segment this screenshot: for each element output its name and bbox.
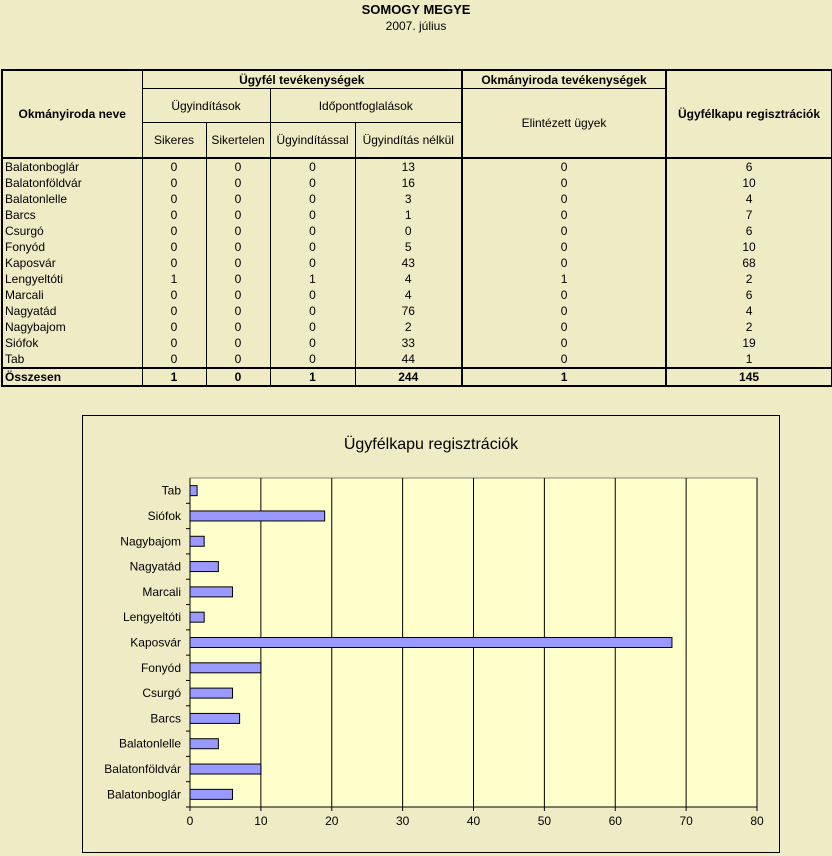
ugyfelkapu-cell: 6 xyxy=(666,287,832,303)
office-name-cell: Csurgó xyxy=(2,223,142,239)
ugyinditassal-cell: 0 xyxy=(270,255,355,271)
table-row xyxy=(2,287,832,303)
total-nelkul-cell: 244 xyxy=(355,368,462,386)
category-label: Tab xyxy=(161,483,181,498)
category-label: Balatonföldvár xyxy=(104,762,181,777)
nelkul-cell: 4 xyxy=(355,271,462,287)
sikeres-cell: 0 xyxy=(142,255,206,271)
ugyfelkapu-cell: 19 xyxy=(666,335,832,351)
header-successful: Sikeres xyxy=(142,123,206,159)
statistics-table xyxy=(1,69,832,387)
elintezett-cell: 0 xyxy=(462,335,666,351)
bar xyxy=(190,587,233,597)
sikertelen-cell: 0 xyxy=(206,303,270,319)
ugyfelkapu-cell: 2 xyxy=(666,271,832,287)
header-appointments: Időpontfoglalások xyxy=(270,89,462,123)
elintezett-cell: 0 xyxy=(462,287,666,303)
sikeres-cell: 0 xyxy=(142,335,206,351)
sikeres-cell: 0 xyxy=(142,223,206,239)
sikertelen-cell: 0 xyxy=(206,191,270,207)
category-label: Fonyód xyxy=(140,660,181,675)
header-office-name: Okmányiroda neve xyxy=(2,70,142,158)
table-row xyxy=(2,158,832,175)
category-label: Balatonlelle xyxy=(118,736,181,751)
ugyinditassal-cell: 0 xyxy=(270,191,355,207)
bar-chart xyxy=(83,416,781,854)
bar xyxy=(190,739,218,749)
header-completed: Elintézett ügyek xyxy=(462,89,666,159)
sikertelen-cell: 0 xyxy=(206,223,270,239)
office-name-cell: Nagyatád xyxy=(2,303,142,319)
ugyinditassal-cell: 0 xyxy=(270,207,355,223)
nelkul-cell: 3 xyxy=(355,191,462,207)
office-name-cell: Lengyeltóti xyxy=(2,271,142,287)
bar xyxy=(190,511,325,521)
ugyfelkapu-cell: 10 xyxy=(666,175,832,191)
bar xyxy=(190,562,218,572)
sikeres-cell: 0 xyxy=(142,158,206,175)
sikertelen-cell: 0 xyxy=(206,351,270,368)
nelkul-cell: 43 xyxy=(355,255,462,271)
office-name-cell: Balatonlelle xyxy=(2,191,142,207)
sikertelen-cell: 0 xyxy=(206,271,270,287)
table-row xyxy=(2,351,832,368)
category-label: Marcali xyxy=(142,584,181,599)
sikeres-cell: 0 xyxy=(142,303,206,319)
category-label: Csurgó xyxy=(142,686,181,701)
bar xyxy=(190,713,240,723)
x-tick-label: 80 xyxy=(750,814,764,828)
elintezett-cell: 0 xyxy=(462,191,666,207)
header-case-starts: Ügyindítások xyxy=(142,89,270,123)
ugyfelkapu-cell: 7 xyxy=(666,207,832,223)
ugyinditassal-cell: 0 xyxy=(270,175,355,191)
office-name-cell: Balatonföldvár xyxy=(2,175,142,191)
ugyfelkapu-cell: 10 xyxy=(666,239,832,255)
header-office-activities: Okmányiroda tevékenységek xyxy=(462,70,666,89)
table-row xyxy=(2,191,832,207)
nelkul-cell: 44 xyxy=(355,351,462,368)
table-row xyxy=(2,175,832,191)
office-name-cell: Siófok xyxy=(2,335,142,351)
category-label: Barcs xyxy=(150,711,181,726)
category-label: Lengyeltóti xyxy=(122,610,181,625)
x-tick-label: 10 xyxy=(254,814,268,828)
sikeres-cell: 0 xyxy=(142,239,206,255)
ugyfelkapu-cell: 68 xyxy=(666,255,832,271)
table-row xyxy=(2,255,832,271)
bar xyxy=(190,612,204,622)
sikeres-cell: 0 xyxy=(142,319,206,335)
nelkul-cell: 4 xyxy=(355,287,462,303)
ugyinditassal-cell: 0 xyxy=(270,239,355,255)
sikertelen-cell: 0 xyxy=(206,239,270,255)
sikeres-cell: 0 xyxy=(142,191,206,207)
ugyfelkapu-cell: 6 xyxy=(666,158,832,175)
chart-panel xyxy=(82,415,780,853)
table-row xyxy=(2,303,832,319)
nelkul-cell: 1 xyxy=(355,207,462,223)
ugyfelkapu-cell: 2 xyxy=(666,319,832,335)
header-unsuccessful: Sikertelen xyxy=(206,123,270,159)
elintezett-cell: 0 xyxy=(462,303,666,319)
sikertelen-cell: 0 xyxy=(206,255,270,271)
total-sikeres-cell: 1 xyxy=(142,368,206,386)
office-name-cell: Tab xyxy=(2,351,142,368)
category-label: Nagybajom xyxy=(120,534,181,549)
header-with-case: Ügyindítással xyxy=(270,123,355,159)
elintezett-cell: 0 xyxy=(462,239,666,255)
office-name-cell: Barcs xyxy=(2,207,142,223)
ugyinditassal-cell: 1 xyxy=(270,271,355,287)
nelkul-cell: 5 xyxy=(355,239,462,255)
x-tick-label: 40 xyxy=(466,814,481,828)
total-elintezett-cell: 1 xyxy=(462,368,666,386)
office-name-cell: Balatonboglár xyxy=(2,158,142,175)
office-name-cell: Kaposvár xyxy=(2,255,142,271)
bar xyxy=(190,663,261,673)
sikeres-cell: 0 xyxy=(142,207,206,223)
ugyinditassal-cell: 0 xyxy=(270,351,355,368)
elintezett-cell: 1 xyxy=(462,271,666,287)
bar xyxy=(190,688,233,698)
sikertelen-cell: 0 xyxy=(206,287,270,303)
ugyinditassal-cell: 0 xyxy=(270,335,355,351)
table-row xyxy=(2,239,832,255)
table-row xyxy=(2,271,832,287)
table-row xyxy=(2,319,832,335)
elintezett-cell: 0 xyxy=(462,255,666,271)
nelkul-cell: 33 xyxy=(355,335,462,351)
x-tick-label: 0 xyxy=(186,814,194,828)
ugyfelkapu-cell: 4 xyxy=(666,191,832,207)
elintezett-cell: 0 xyxy=(462,158,666,175)
bar xyxy=(190,638,672,648)
header-without-case: Ügyindítás nélkül xyxy=(355,123,462,159)
x-tick-label: 70 xyxy=(679,814,693,828)
ugyinditassal-cell: 0 xyxy=(270,287,355,303)
category-label: Siófok xyxy=(147,508,181,523)
chart-title: Ügyfélkapu regisztrációk xyxy=(343,436,519,453)
sikertelen-cell: 0 xyxy=(206,158,270,175)
ugyfelkapu-cell: 1 xyxy=(666,351,832,368)
sikertelen-cell: 0 xyxy=(206,207,270,223)
elintezett-cell: 0 xyxy=(462,175,666,191)
category-label: Nagyatád xyxy=(129,559,181,574)
header-client-gate: Ügyfélkapu regisztrációk xyxy=(666,70,832,158)
total-sikertelen-cell: 0 xyxy=(206,368,270,386)
sikertelen-cell: 0 xyxy=(206,319,270,335)
ugyinditassal-cell: 0 xyxy=(270,303,355,319)
sikertelen-cell: 0 xyxy=(206,175,270,191)
ugyfelkapu-cell: 6 xyxy=(666,223,832,239)
ugyinditassal-cell: 0 xyxy=(270,319,355,335)
office-name-cell: Nagybajom xyxy=(2,319,142,335)
report-subtitle: 2007. július xyxy=(385,19,447,33)
office-name-cell: Fonyód xyxy=(2,239,142,255)
bar xyxy=(190,536,204,546)
table-row xyxy=(2,335,832,351)
total-ugyinditassal-cell: 1 xyxy=(270,368,355,386)
bar xyxy=(190,486,197,496)
office-name-cell: Marcali xyxy=(2,287,142,303)
total-row xyxy=(2,368,832,386)
table-row xyxy=(2,223,832,239)
sikeres-cell: 0 xyxy=(142,351,206,368)
nelkul-cell: 2 xyxy=(355,319,462,335)
category-label: Balatonboglár xyxy=(106,787,181,802)
x-tick-label: 60 xyxy=(608,814,622,828)
ugyfelkapu-cell: 4 xyxy=(666,303,832,319)
category-label: Kaposvár xyxy=(130,635,181,650)
bar xyxy=(190,789,233,799)
nelkul-cell: 0 xyxy=(355,223,462,239)
elintezett-cell: 0 xyxy=(462,223,666,239)
bar xyxy=(190,764,261,774)
total-ugyfelkapu-cell: 145 xyxy=(666,368,832,386)
sikeres-cell: 0 xyxy=(142,175,206,191)
ugyinditassal-cell: 0 xyxy=(270,223,355,239)
elintezett-cell: 0 xyxy=(462,207,666,223)
elintezett-cell: 0 xyxy=(462,351,666,368)
header-client-activities: Ügyfél tevékenységek xyxy=(142,70,462,89)
x-tick-label: 20 xyxy=(325,814,339,828)
total-label-cell: Összesen xyxy=(2,368,142,386)
x-tick-label: 30 xyxy=(395,814,410,828)
nelkul-cell: 16 xyxy=(355,175,462,191)
sikeres-cell: 1 xyxy=(142,271,206,287)
sikeres-cell: 0 xyxy=(142,287,206,303)
nelkul-cell: 13 xyxy=(355,158,462,175)
ugyinditassal-cell: 0 xyxy=(270,158,355,175)
sikertelen-cell: 0 xyxy=(206,335,270,351)
table-row xyxy=(2,207,832,223)
nelkul-cell: 76 xyxy=(355,303,462,319)
elintezett-cell: 0 xyxy=(462,319,666,335)
x-tick-label: 50 xyxy=(537,814,552,828)
report-title: SOMOGY MEGYE xyxy=(361,2,471,17)
